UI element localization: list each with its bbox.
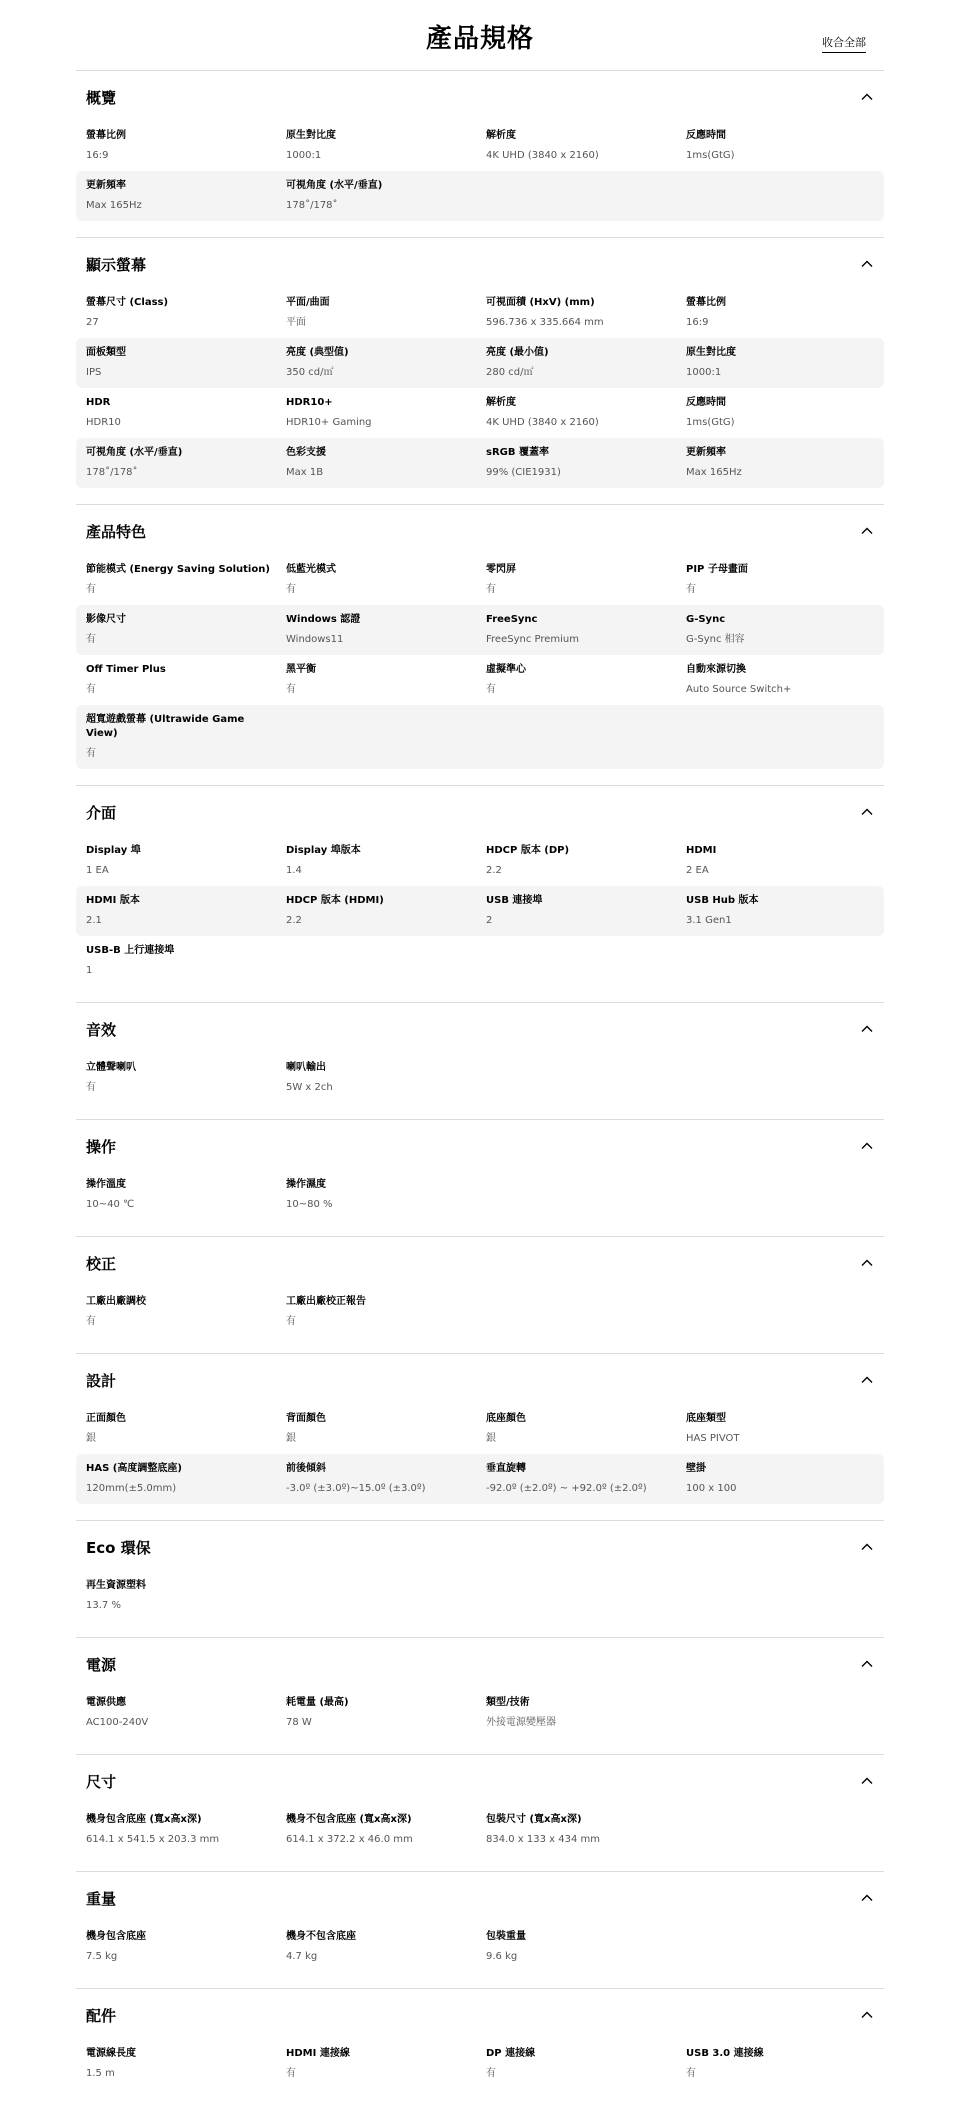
chevron-up-icon[interactable] — [860, 1139, 874, 1153]
spec-item — [486, 1462, 686, 1496]
spec-name: 可視面積 (HxV) (mm) — [486, 297, 595, 308]
spec-value: 1ms(GtG) — [686, 417, 735, 428]
spec-name: 影像尺寸 — [86, 614, 126, 625]
spec-section — [76, 1002, 884, 1119]
spec-item — [686, 296, 874, 330]
spec-item — [486, 894, 686, 928]
spec-name: 底座顏色 — [486, 1413, 526, 1424]
spec-item — [86, 1930, 286, 1964]
spec-value: 178˚/178˚ — [86, 467, 138, 478]
spec-value: 4K UHD (3840 x 2160) — [486, 150, 599, 161]
spec-item — [686, 613, 874, 647]
spec-name: 可視角度 (水平/垂直) — [86, 447, 183, 458]
spec-row — [76, 2039, 884, 2089]
spec-value: 有 — [86, 684, 96, 695]
spec-item — [86, 663, 286, 697]
spec-name: USB Hub 版本 — [686, 895, 759, 906]
spec-value: 16:9 — [686, 317, 709, 328]
spec-section — [76, 785, 884, 1002]
spec-value: -3.0º (±3.0º)~15.0º (±3.0º) — [286, 1483, 426, 1494]
spec-item — [86, 844, 286, 878]
section-header[interactable] — [76, 252, 884, 276]
section-header[interactable] — [76, 1368, 884, 1392]
spec-value: 1.4 — [286, 865, 302, 876]
spec-value: 有 — [286, 684, 296, 695]
spec-item — [686, 563, 874, 597]
chevron-up-icon[interactable] — [860, 1022, 874, 1036]
section-title: 設計 — [86, 1371, 117, 1390]
spec-name: 喇叭輸出 — [286, 1062, 326, 1073]
section-header[interactable] — [76, 1769, 884, 1793]
spec-name: 包裝重量 — [486, 1931, 526, 1942]
spec-value: 2.1 — [86, 915, 102, 926]
spec-value: 有 — [486, 2068, 496, 2079]
spec-item — [286, 1813, 486, 1847]
spec-value: HAS PIVOT — [686, 1433, 740, 1444]
spec-name: 電源供應 — [86, 1697, 126, 1708]
spec-item — [286, 179, 486, 213]
chevron-up-icon[interactable] — [860, 1256, 874, 1270]
spec-name: USB 3.0 連接線 — [686, 2048, 764, 2059]
section-header[interactable] — [76, 519, 884, 543]
spec-value: Windows11 — [286, 634, 344, 645]
chevron-up-icon[interactable] — [860, 1774, 874, 1788]
spec-row — [76, 1922, 884, 1972]
section-title: 重量 — [86, 1889, 117, 1908]
spec-value: 596.736 x 335.664 mm — [486, 317, 604, 328]
spec-name: 底座類型 — [686, 1413, 726, 1424]
spec-name: 可視角度 (水平/垂直) — [286, 180, 383, 191]
spec-item — [86, 1295, 286, 1329]
spec-name: 虛擬準心 — [486, 664, 526, 675]
spec-value: FreeSync Premium — [486, 634, 579, 645]
spec-value: Max 165Hz — [686, 467, 742, 478]
section-title: 電源 — [86, 1655, 117, 1674]
chevron-up-icon[interactable] — [860, 1540, 874, 1554]
spec-row — [76, 338, 884, 388]
spec-item — [686, 1462, 874, 1496]
spec-item — [286, 1412, 486, 1446]
spec-name: HDCP 版本 (HDMI) — [286, 895, 384, 906]
spec-name: 包裝尺寸 (寬x高x深) — [486, 1814, 582, 1825]
spec-name: G-Sync — [686, 614, 726, 625]
spec-row — [76, 1805, 884, 1855]
spec-value: Max 1B — [286, 467, 324, 478]
spec-item — [86, 296, 286, 330]
spec-item — [286, 1462, 486, 1496]
spec-item — [486, 613, 686, 647]
spec-name: 背面顏色 — [286, 1413, 326, 1424]
spec-name: Off Timer Plus — [86, 664, 166, 675]
section-title: 尺寸 — [86, 1772, 117, 1791]
spec-item — [686, 396, 874, 430]
spec-row — [76, 655, 884, 705]
spec-name: 平面/曲面 — [286, 297, 330, 308]
section-title: 操作 — [86, 1137, 117, 1156]
spec-row — [76, 171, 884, 221]
spec-value: 2.2 — [486, 865, 502, 876]
spec-item — [486, 129, 686, 163]
spec-item — [686, 1412, 874, 1446]
spec-item — [86, 894, 286, 928]
spec-item — [286, 563, 486, 597]
spec-name: 原生對比度 — [286, 130, 336, 141]
spec-value: 3.1 Gen1 — [686, 915, 732, 926]
spec-item — [86, 346, 286, 380]
spec-value: 350 cd/㎡ — [286, 367, 334, 378]
chevron-up-icon[interactable] — [860, 1373, 874, 1387]
spec-section — [76, 237, 884, 504]
spec-value: 有 — [86, 584, 96, 595]
spec-name: 面板類型 — [86, 347, 126, 358]
spec-item — [86, 944, 286, 978]
spec-item — [86, 446, 286, 480]
spec-value: Max 165Hz — [86, 200, 142, 211]
spec-row — [76, 705, 884, 769]
spec-section — [76, 1353, 884, 1520]
spec-item — [86, 1579, 286, 1613]
spec-name: 機身包含底座 — [86, 1931, 146, 1942]
chevron-up-icon[interactable] — [860, 90, 874, 104]
spec-name: HDR — [86, 397, 111, 408]
spec-item — [486, 2047, 686, 2081]
spec-value: 有 — [286, 1316, 296, 1327]
spec-name: 機身不包含底座 (寬x高x深) — [286, 1814, 412, 1825]
spec-row — [76, 1454, 884, 1504]
section-header[interactable] — [76, 1134, 884, 1158]
spec-row — [76, 121, 884, 171]
spec-row — [76, 1170, 884, 1220]
spec-item — [286, 894, 486, 928]
spec-item — [86, 713, 286, 761]
spec-row — [76, 1404, 884, 1454]
chevron-up-icon[interactable] — [860, 2008, 874, 2022]
spec-item — [686, 663, 874, 697]
spec-value: 平面 — [286, 317, 306, 328]
spec-value: 銀 — [486, 1433, 496, 1444]
chevron-up-icon[interactable] — [860, 805, 874, 819]
spec-item — [486, 663, 686, 697]
spec-item — [486, 296, 686, 330]
spec-name: USB 連接埠 — [486, 895, 543, 906]
spec-value: 280 cd/㎡ — [486, 367, 534, 378]
spec-value: 銀 — [286, 1433, 296, 1444]
spec-value: 10~40 ℃ — [86, 1199, 135, 1210]
spec-row — [76, 555, 884, 605]
spec-value: -92.0º (±2.0º) ~ +92.0º (±2.0º) — [486, 1483, 647, 1494]
spec-item — [286, 663, 486, 697]
spec-value: Auto Source Switch+ — [686, 684, 792, 695]
spec-row — [76, 605, 884, 655]
spec-item — [86, 2047, 286, 2081]
spec-item — [486, 563, 686, 597]
spec-item — [286, 346, 486, 380]
spec-value: 10~80 % — [286, 1199, 333, 1210]
spec-item — [86, 396, 286, 430]
spec-item — [286, 129, 486, 163]
spec-value: AC100-240V — [86, 1717, 149, 1728]
spec-name: 工廠出廠校正報告 — [286, 1296, 366, 1307]
spec-item — [86, 179, 286, 213]
spec-row — [76, 1688, 884, 1738]
spec-name: 螢幕尺寸 (Class) — [86, 297, 169, 308]
chevron-up-icon[interactable] — [860, 257, 874, 271]
spec-item — [686, 129, 874, 163]
spec-name: 反應時間 — [686, 397, 726, 408]
spec-name: 類型/技術 — [486, 1697, 530, 1708]
spec-value: 2.2 — [286, 915, 302, 926]
section-title: 校正 — [86, 1254, 117, 1273]
spec-value: 16:9 — [86, 150, 109, 161]
spec-section — [76, 1637, 884, 1754]
spec-value: 1000:1 — [686, 367, 722, 378]
spec-name: 黑平衡 — [286, 664, 316, 675]
spec-item — [286, 446, 486, 480]
section-header[interactable] — [76, 1017, 884, 1041]
page-header — [0, 0, 960, 70]
spec-value: 120mm(±5.0mm) — [86, 1483, 177, 1494]
spec-item — [286, 844, 486, 878]
spec-value: 614.1 x 372.2 x 46.0 mm — [286, 1834, 413, 1845]
spec-value: 1ms(GtG) — [686, 150, 735, 161]
spec-value: 有 — [686, 2068, 696, 2079]
spec-item — [86, 1061, 286, 1095]
spec-value: 834.0 x 133 x 434 mm — [486, 1834, 601, 1845]
spec-name: 操作濕度 — [286, 1179, 326, 1190]
spec-row — [76, 388, 884, 438]
spec-section — [76, 1871, 884, 1988]
spec-item — [286, 1295, 486, 1329]
spec-name: HDR10+ — [286, 397, 333, 408]
spec-name: sRGB 覆蓋率 — [486, 447, 549, 458]
spec-item — [486, 346, 686, 380]
spec-value: 1.5 m — [86, 2068, 115, 2079]
spec-item — [486, 844, 686, 878]
spec-section — [76, 1988, 884, 2105]
spec-value: 78 W — [286, 1717, 312, 1728]
spec-name: DP 連接線 — [486, 2048, 536, 2059]
spec-value: 1000:1 — [286, 150, 322, 161]
spec-item — [286, 1930, 486, 1964]
spec-item — [286, 396, 486, 430]
spec-name: Display 埠 — [86, 845, 141, 856]
spec-name: 更新頻率 — [686, 447, 726, 458]
spec-name: 垂直旋轉 — [486, 1463, 526, 1474]
spec-name: 亮度 (最小值) — [486, 347, 549, 358]
spec-value: 有 — [286, 2068, 296, 2079]
spec-item — [86, 1178, 286, 1212]
spec-name: 機身不包含底座 — [286, 1931, 356, 1942]
spec-value: 有 — [86, 634, 96, 645]
spec-name: 超寬遊戲螢幕 (Ultrawide Game View) — [86, 714, 245, 739]
spec-value: 有 — [286, 584, 296, 595]
spec-item — [686, 2047, 874, 2081]
spec-name: 電源線長度 — [86, 2048, 136, 2059]
spec-item — [86, 1813, 286, 1847]
spec-section — [76, 1754, 884, 1871]
section-header[interactable] — [76, 1535, 884, 1559]
chevron-up-icon[interactable] — [860, 1891, 874, 1905]
spec-section — [76, 1119, 884, 1236]
section-title: Eco 環保 — [86, 1538, 151, 1557]
chevron-up-icon[interactable] — [860, 1657, 874, 1671]
spec-name: Display 埠版本 — [286, 845, 361, 856]
spec-value: 13.7 % — [86, 1600, 121, 1611]
collapse-all-button[interactable]: 收合全部 — [822, 34, 866, 53]
spec-item — [486, 1412, 686, 1446]
spec-value: HDR10 — [86, 417, 121, 428]
section-header[interactable] — [76, 1886, 884, 1910]
spec-value: 27 — [86, 317, 99, 328]
spec-item — [86, 1462, 286, 1496]
spec-name: 解析度 — [486, 130, 516, 141]
spec-section — [76, 70, 884, 237]
spec-item — [286, 1061, 486, 1095]
spec-name: 自動來源切換 — [686, 664, 746, 675]
section-title: 概覽 — [86, 88, 117, 107]
spec-item — [686, 346, 874, 380]
spec-name: 解析度 — [486, 397, 516, 408]
spec-value: 614.1 x 541.5 x 203.3 mm — [86, 1834, 220, 1845]
spec-name: PIP 子母畫面 — [686, 564, 748, 575]
section-header[interactable] — [76, 85, 884, 109]
spec-name: 零閃屏 — [486, 564, 516, 575]
spec-name: HDMI 版本 — [86, 895, 140, 906]
spec-name: 正面顏色 — [86, 1413, 126, 1424]
spec-section — [76, 1520, 884, 1637]
spec-value: 有 — [686, 584, 696, 595]
spec-name: USB-B 上行連接埠 — [86, 945, 175, 956]
section-header[interactable] — [76, 800, 884, 824]
spec-section — [76, 504, 884, 785]
spec-row — [76, 936, 884, 986]
spec-name: 螢幕比例 — [686, 297, 726, 308]
spec-value: IPS — [86, 367, 102, 378]
spec-item — [86, 613, 286, 647]
spec-name: 亮度 (典型值) — [286, 347, 349, 358]
spec-value: 有 — [86, 1082, 96, 1093]
spec-row — [76, 886, 884, 936]
spec-item — [286, 613, 486, 647]
spec-row — [76, 1053, 884, 1103]
spec-name: 前後傾斜 — [286, 1463, 326, 1474]
spec-value: HDR10+ Gaming — [286, 417, 372, 428]
spec-name: 色彩支援 — [286, 447, 326, 458]
spec-item — [286, 1696, 486, 1730]
section-title: 產品特色 — [86, 522, 147, 541]
spec-value: 外接電源變壓器 — [486, 1717, 556, 1728]
spec-item — [86, 563, 286, 597]
spec-row — [76, 836, 884, 886]
spec-value: 有 — [86, 748, 96, 759]
spec-value: 1 EA — [86, 865, 109, 876]
spec-value: 4K UHD (3840 x 2160) — [486, 417, 599, 428]
spec-name: HDCP 版本 (DP) — [486, 845, 570, 856]
spec-item — [486, 1930, 686, 1964]
spec-item — [486, 1813, 686, 1847]
spec-value: 99% (CIE1931) — [486, 467, 561, 478]
spec-name: 原生對比度 — [686, 347, 736, 358]
spec-value: 5W x 2ch — [286, 1082, 333, 1093]
page-title: 產品規格 — [425, 24, 534, 54]
spec-item — [86, 129, 286, 163]
spec-item — [686, 844, 874, 878]
spec-item — [486, 396, 686, 430]
spec-value: 1 — [86, 965, 93, 976]
spec-row — [76, 1571, 884, 1621]
section-title: 配件 — [86, 2006, 117, 2025]
spec-name: 節能模式 (Energy Saving Solution) — [86, 564, 270, 575]
spec-name: HAS (高度調整底座) — [86, 1463, 182, 1474]
section-title: 介面 — [86, 803, 117, 822]
spec-value: 有 — [486, 684, 496, 695]
section-header[interactable] — [76, 2003, 884, 2027]
spec-name: 螢幕比例 — [86, 130, 126, 141]
spec-name: 耗電量 (最高) — [286, 1697, 349, 1708]
spec-name: 更新頻率 — [86, 180, 126, 191]
spec-value: 有 — [86, 1316, 96, 1327]
spec-name: Windows 認證 — [286, 614, 361, 625]
spec-sections — [76, 70, 884, 2105]
spec-item — [486, 446, 686, 480]
spec-item — [286, 1178, 486, 1212]
spec-value: 100 x 100 — [686, 1483, 737, 1494]
spec-row — [76, 1287, 884, 1337]
spec-value: 2 EA — [686, 865, 709, 876]
spec-value: 7.5 kg — [86, 1951, 118, 1962]
spec-name: 工廠出廠調校 — [86, 1296, 146, 1307]
chevron-up-icon[interactable] — [860, 524, 874, 538]
spec-name: 操作溫度 — [86, 1179, 126, 1190]
spec-value: 4.7 kg — [286, 1951, 318, 1962]
spec-value: 9.6 kg — [486, 1951, 518, 1962]
spec-name: HDMI — [686, 845, 717, 856]
spec-name: 反應時間 — [686, 130, 726, 141]
spec-name: 再生資源塑料 — [86, 1580, 146, 1591]
spec-item — [686, 446, 874, 480]
spec-item — [86, 1696, 286, 1730]
spec-name: 低藍光模式 — [286, 564, 336, 575]
spec-name: 機身包含底座 (寬x高x深) — [86, 1814, 202, 1825]
spec-name: HDMI 連接線 — [286, 2048, 350, 2059]
section-title: 顯示螢幕 — [86, 255, 147, 274]
spec-value: 178˚/178˚ — [286, 200, 338, 211]
spec-name: 立體聲喇叭 — [86, 1062, 136, 1073]
spec-item — [86, 1412, 286, 1446]
spec-name: FreeSync — [486, 614, 538, 625]
spec-item — [286, 296, 486, 330]
spec-value: G-Sync 相容 — [686, 634, 745, 645]
spec-value: 銀 — [86, 1433, 96, 1444]
spec-value: 有 — [486, 584, 496, 595]
spec-item — [486, 1696, 686, 1730]
spec-value: 2 — [486, 915, 493, 926]
spec-name: 壁掛 — [686, 1463, 706, 1474]
spec-section — [76, 1236, 884, 1353]
section-header[interactable] — [76, 1652, 884, 1676]
spec-row — [76, 438, 884, 488]
spec-item — [286, 2047, 486, 2081]
section-header[interactable] — [76, 1251, 884, 1275]
spec-row — [76, 288, 884, 338]
section-title: 音效 — [86, 1020, 117, 1039]
spec-item — [686, 894, 874, 928]
